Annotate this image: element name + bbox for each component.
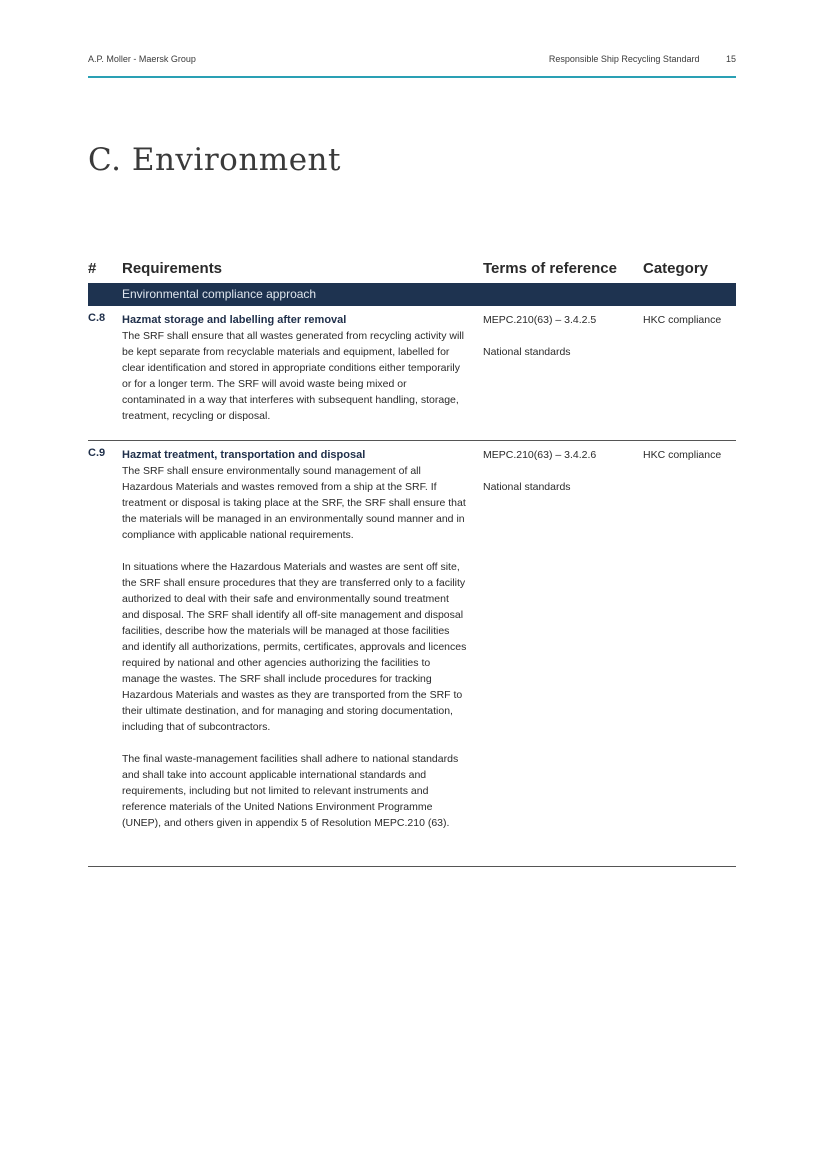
row-number: C.9 — [88, 447, 106, 459]
row-category: HKC compliance — [643, 449, 722, 461]
row-paragraph: In situations where the Hazardous Materials and wastes are sent off site, the SRF shall ensure procedures that they are transferred only to a facility authorized to deal with their safe and environmentally sound treatment and disposal. The SRF shall identify all off-site management and disposal facilities, describe how the materials will be managed at those facilities and identify all authorizations, permits, certificates, approvals and licences required by national and other agencies authorizing the facilities to manage the wastes. The SRF shall include procedures for tracking Hazardous Materials and wastes as they are transported from the SRF to their ultimate destination, and for managing and storing documentation, including that of subcontractors. — [122, 561, 467, 733]
section-title: Environmental compliance approach — [122, 287, 317, 301]
row-terms — [483, 312, 633, 376]
header-document-title — [549, 54, 736, 64]
row-terms — [483, 447, 633, 511]
table-bottom-rule — [88, 866, 736, 867]
row-heading: Hazmat storage and labelling after removal — [122, 314, 347, 326]
row-paragraph: The SRF shall ensure environmentally sound management of all Hazardous Materials and wastes removed from a ship at the SRF. If treatment or disposal is taking place at the SRF, the SRF shall ensure that the materials will be managed in an environmentally sound manner and in compliance with applicable national requirements. — [122, 465, 466, 541]
header-company: A.P. Moller - Maersk Group — [88, 54, 196, 64]
row-number: C.8 — [88, 312, 106, 324]
row-heading: Hazmat treatment, transportation and disposal — [122, 449, 366, 461]
terms-item: National standards — [483, 346, 571, 358]
terms-item: MEPC.210(63) – 3.4.2.6 — [483, 449, 597, 461]
page-title: C. Environment — [88, 142, 341, 178]
page-number: 15 — [725, 54, 736, 64]
column-header-terms: Terms of reference — [483, 260, 617, 277]
header-rule — [88, 76, 736, 78]
section-bar — [88, 283, 736, 306]
column-header-category: Category — [643, 260, 709, 277]
header-doc-name: Responsible Ship Recycling Standard — [548, 54, 700, 64]
terms-item: National standards — [483, 481, 571, 493]
row-paragraph: The final waste-management facilities shall adhere to national standards and shall take into account applicable international standards and requirements, including but not limited to relevant instruments and reference materials of the United Nations Environment Programme (UNEP), and others given in appendix 5 of Resolution MEPC.210 (63). — [122, 753, 459, 829]
table-header — [88, 260, 736, 282]
row-requirement — [122, 447, 467, 831]
row-category: HKC compliance — [643, 314, 722, 326]
row-divider — [88, 440, 736, 441]
column-header-number: # — [88, 260, 97, 277]
column-header-requirements: Requirements — [122, 260, 223, 277]
terms-item: MEPC.210(63) – 3.4.2.5 — [483, 314, 597, 326]
row-requirement — [122, 312, 467, 424]
row-paragraph: The SRF shall ensure that all wastes generated from recycling activity will be kept separate from recyclable materials and equipment, labelled for clear identification and stored in appropriate conditions either temporarily or for a longer term. The SRF will avoid waste being mixed or contaminated in a way that interferes with subsequent handling, storage, treatment, recycling or disposal. — [122, 330, 464, 422]
